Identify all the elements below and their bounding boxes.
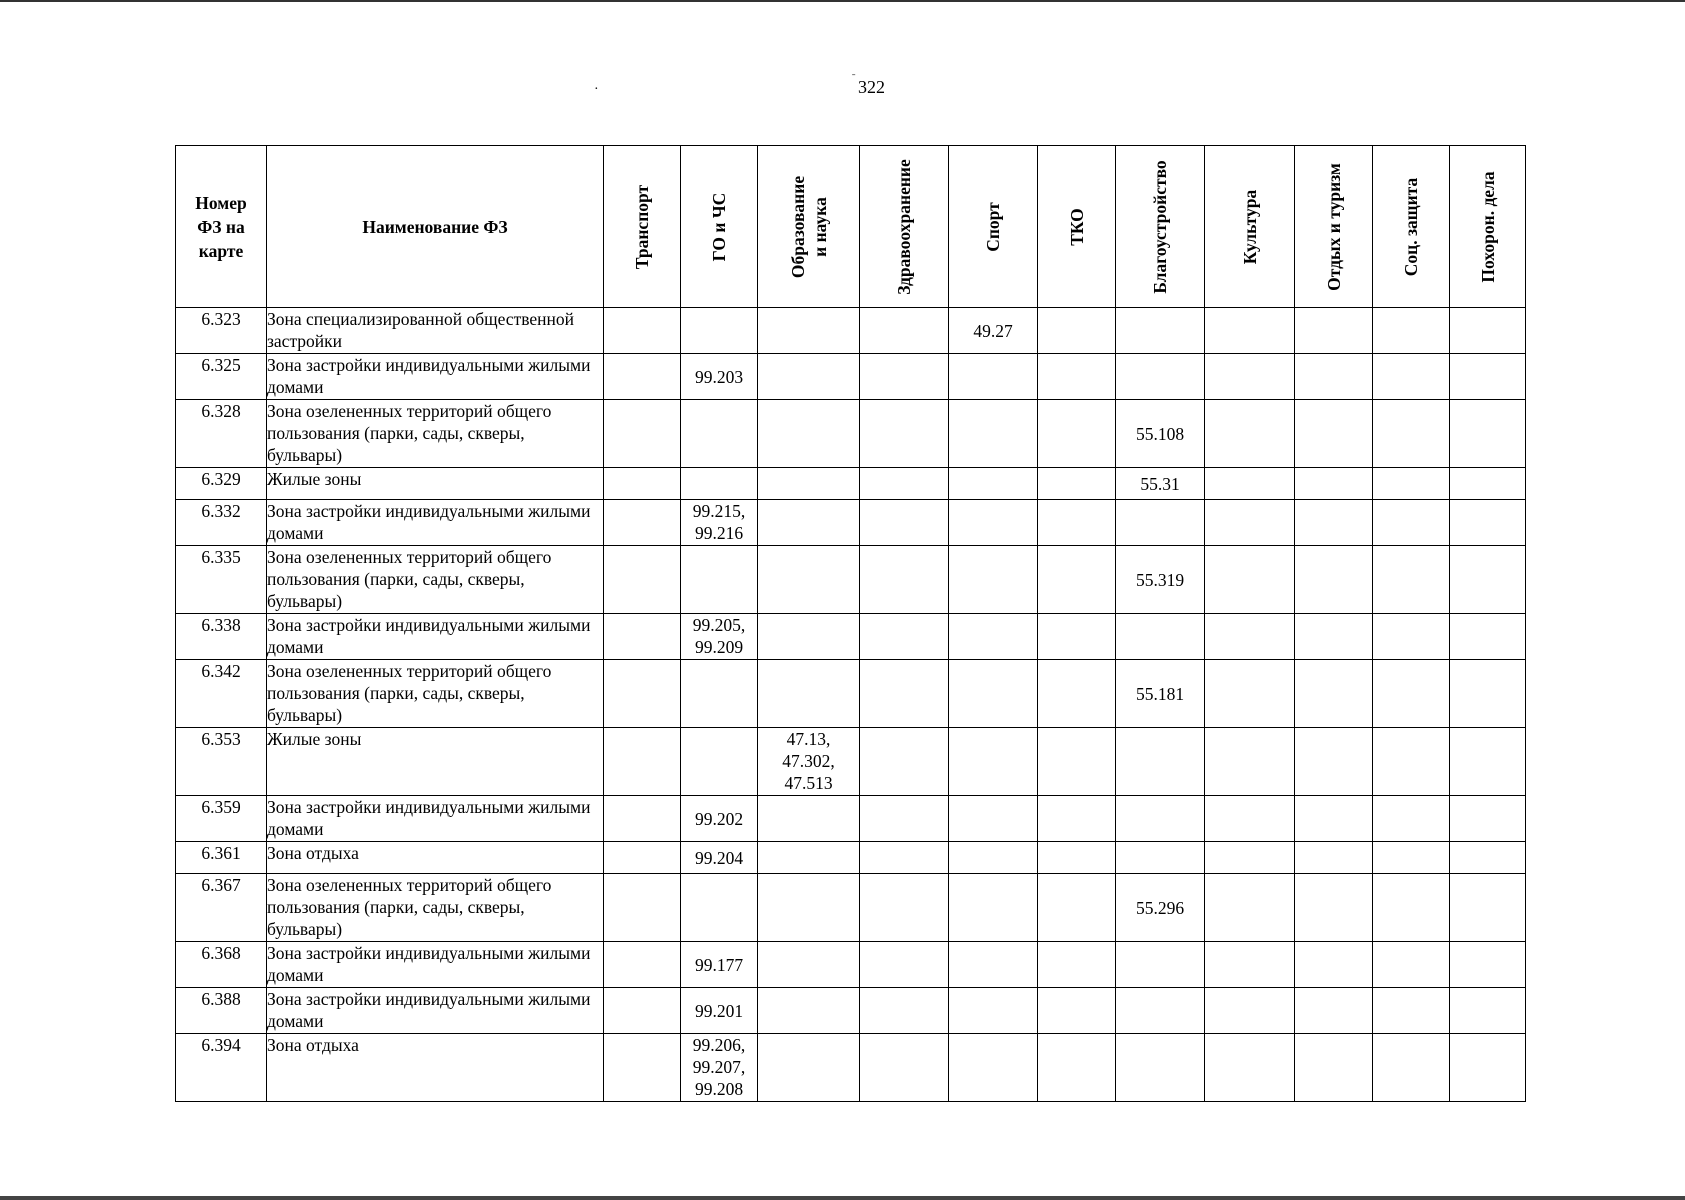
value-cell bbox=[1038, 874, 1116, 942]
value-cell bbox=[1295, 500, 1373, 546]
value-cell bbox=[604, 728, 681, 796]
table-row bbox=[176, 988, 1526, 1034]
value-cell bbox=[681, 468, 758, 500]
value-cell bbox=[860, 468, 949, 500]
value-cell bbox=[1116, 1034, 1205, 1102]
value-cell bbox=[1116, 842, 1205, 874]
value-cell: 99.205, 99.209 bbox=[681, 614, 758, 660]
value-cell bbox=[949, 546, 1038, 614]
value-cell bbox=[758, 842, 860, 874]
page-number-text: 322 bbox=[858, 77, 885, 97]
zone-name-cell: Жилые зоны bbox=[267, 728, 604, 796]
value-cell bbox=[1373, 614, 1450, 660]
value-cell bbox=[758, 354, 860, 400]
table-row bbox=[176, 660, 1526, 728]
value-cell bbox=[949, 354, 1038, 400]
value-cell bbox=[860, 874, 949, 942]
value-cell: 99.177 bbox=[681, 942, 758, 988]
zone-name-cell: Зона застройки индивидуальными жилыми домами bbox=[267, 942, 604, 988]
value-cell bbox=[681, 400, 758, 468]
value-cell: 99.215, 99.216 bbox=[681, 500, 758, 546]
value-cell bbox=[1038, 468, 1116, 500]
header-go-chs-text: ГО и ЧС bbox=[709, 192, 729, 261]
header-recreation bbox=[1295, 146, 1373, 308]
header-name bbox=[267, 146, 604, 308]
value-cell bbox=[681, 874, 758, 942]
value-cell bbox=[604, 400, 681, 468]
page-number bbox=[852, 73, 885, 98]
table-row bbox=[176, 546, 1526, 614]
value-cell bbox=[604, 942, 681, 988]
header-number bbox=[176, 146, 267, 308]
value-cell bbox=[1205, 660, 1295, 728]
header-healthcare-text: Здравоохранение bbox=[894, 158, 914, 295]
value-cell bbox=[604, 500, 681, 546]
value-cell bbox=[1295, 468, 1373, 500]
value-cell bbox=[604, 1034, 681, 1102]
value-cell bbox=[1205, 308, 1295, 354]
value-cell bbox=[1295, 988, 1373, 1034]
value-cell bbox=[758, 308, 860, 354]
zone-number-cell: 6.359 bbox=[176, 796, 267, 842]
value-cell bbox=[1038, 354, 1116, 400]
table-row bbox=[176, 842, 1526, 874]
value-cell: 49.27 bbox=[949, 308, 1038, 354]
value-cell bbox=[758, 500, 860, 546]
value-cell bbox=[758, 546, 860, 614]
zone-number-cell: 6.388 bbox=[176, 988, 267, 1034]
header-social bbox=[1373, 146, 1450, 308]
table-row bbox=[176, 728, 1526, 796]
header-funeral-text: Похорон. дела bbox=[1477, 170, 1498, 283]
zone-number-cell: 6.394 bbox=[176, 1034, 267, 1102]
value-cell bbox=[1295, 614, 1373, 660]
table-row bbox=[176, 796, 1526, 842]
value-cell: 55.108 bbox=[1116, 400, 1205, 468]
value-cell bbox=[1373, 660, 1450, 728]
header-funeral bbox=[1450, 146, 1526, 308]
value-cell bbox=[758, 468, 860, 500]
value-cell bbox=[1295, 400, 1373, 468]
value-cell bbox=[1450, 400, 1526, 468]
value-cell bbox=[1373, 874, 1450, 942]
value-cell bbox=[681, 660, 758, 728]
header-landscaping-text: Благоустройство bbox=[1150, 159, 1170, 294]
header-landscaping bbox=[1116, 146, 1205, 308]
header-recreation-text: Отдых и туризм bbox=[1323, 162, 1344, 291]
value-cell bbox=[1295, 660, 1373, 728]
table-row bbox=[176, 308, 1526, 354]
value-cell: 99.201 bbox=[681, 988, 758, 1034]
scan-edge-top bbox=[0, 0, 1685, 2]
value-cell bbox=[860, 546, 949, 614]
value-cell bbox=[860, 842, 949, 874]
value-cell: 55.296 bbox=[1116, 874, 1205, 942]
value-cell bbox=[1116, 354, 1205, 400]
value-cell bbox=[604, 988, 681, 1034]
value-cell bbox=[1450, 1034, 1526, 1102]
value-cell bbox=[949, 796, 1038, 842]
value-cell bbox=[681, 308, 758, 354]
value-cell bbox=[1038, 796, 1116, 842]
value-cell bbox=[1450, 728, 1526, 796]
zone-number-cell: 6.329 bbox=[176, 468, 267, 500]
value-cell bbox=[1295, 354, 1373, 400]
zone-name-cell: Зона специализированной общественной застройки bbox=[267, 308, 604, 354]
value-cell bbox=[860, 942, 949, 988]
value-cell bbox=[758, 796, 860, 842]
scan-dot: · bbox=[594, 82, 599, 97]
value-cell bbox=[604, 468, 681, 500]
value-cell bbox=[1450, 942, 1526, 988]
value-cell bbox=[758, 874, 860, 942]
value-cell bbox=[758, 614, 860, 660]
value-cell bbox=[1450, 614, 1526, 660]
value-cell bbox=[1373, 842, 1450, 874]
header-sport-text: Спорт bbox=[983, 201, 1003, 252]
value-cell bbox=[1450, 874, 1526, 942]
value-cell bbox=[1205, 988, 1295, 1034]
value-cell bbox=[1116, 614, 1205, 660]
value-cell bbox=[949, 500, 1038, 546]
value-cell bbox=[604, 660, 681, 728]
zone-number-cell: 6.325 bbox=[176, 354, 267, 400]
value-cell bbox=[1373, 1034, 1450, 1102]
zone-name-cell: Зона отдыха bbox=[267, 1034, 604, 1102]
value-cell bbox=[1205, 874, 1295, 942]
value-cell bbox=[1373, 308, 1450, 354]
value-cell bbox=[1205, 1034, 1295, 1102]
zone-number-cell: 6.361 bbox=[176, 842, 267, 874]
zone-number-cell: 6.335 bbox=[176, 546, 267, 614]
header-education-text: Образование и наука bbox=[787, 175, 830, 278]
value-cell bbox=[758, 1034, 860, 1102]
header-transport bbox=[604, 146, 681, 308]
value-cell bbox=[1038, 660, 1116, 728]
value-cell bbox=[604, 308, 681, 354]
header-number-text: Номер ФЗ на карте bbox=[195, 192, 247, 261]
zone-number-cell: 6.338 bbox=[176, 614, 267, 660]
zone-name-cell: Зона озелененных территорий общего пользования (парки, сады, скверы, бульвары) bbox=[267, 660, 604, 728]
zone-number-cell: 6.342 bbox=[176, 660, 267, 728]
value-cell bbox=[1116, 988, 1205, 1034]
value-cell bbox=[949, 874, 1038, 942]
zone-name-cell: Зона отдыха bbox=[267, 842, 604, 874]
header-social-text: Соц. защита bbox=[1401, 177, 1421, 276]
value-cell bbox=[758, 400, 860, 468]
header-education bbox=[758, 146, 860, 308]
value-cell bbox=[758, 942, 860, 988]
value-cell bbox=[1205, 796, 1295, 842]
value-cell bbox=[1450, 546, 1526, 614]
value-cell bbox=[1295, 1034, 1373, 1102]
value-cell bbox=[1205, 842, 1295, 874]
value-cell bbox=[1373, 942, 1450, 988]
zone-number-cell: 6.353 bbox=[176, 728, 267, 796]
value-cell: 99.204 bbox=[681, 842, 758, 874]
value-cell bbox=[1038, 400, 1116, 468]
table-row bbox=[176, 1034, 1526, 1102]
header-culture bbox=[1205, 146, 1295, 308]
zone-name-cell: Зона застройки индивидуальными жилыми домами bbox=[267, 796, 604, 842]
value-cell bbox=[1116, 500, 1205, 546]
zone-name-cell: Зона застройки индивидуальными жилыми домами bbox=[267, 354, 604, 400]
value-cell bbox=[1373, 500, 1450, 546]
zone-number-cell: 6.323 bbox=[176, 308, 267, 354]
value-cell bbox=[1205, 728, 1295, 796]
header-tko-text: ТКО bbox=[1066, 207, 1087, 246]
table-row bbox=[176, 468, 1526, 500]
value-cell bbox=[1450, 500, 1526, 546]
value-cell bbox=[1373, 728, 1450, 796]
value-cell bbox=[1116, 728, 1205, 796]
value-cell bbox=[949, 400, 1038, 468]
value-cell bbox=[860, 796, 949, 842]
value-cell bbox=[681, 546, 758, 614]
header-tko bbox=[1038, 146, 1116, 308]
table-row bbox=[176, 500, 1526, 546]
value-cell bbox=[1038, 842, 1116, 874]
table-header-row bbox=[176, 146, 1526, 308]
value-cell bbox=[1205, 942, 1295, 988]
value-cell bbox=[1038, 308, 1116, 354]
zone-name-cell: Зона застройки индивидуальными жилыми домами bbox=[267, 500, 604, 546]
value-cell bbox=[1038, 942, 1116, 988]
value-cell bbox=[1116, 796, 1205, 842]
value-cell: 55.31 bbox=[1116, 468, 1205, 500]
zone-name-cell: Зона озелененных территорий общего пользования (парки, сады, скверы, бульвары) bbox=[267, 546, 604, 614]
header-culture-text: Культура bbox=[1239, 189, 1260, 264]
value-cell: 55.181 bbox=[1116, 660, 1205, 728]
value-cell bbox=[1038, 546, 1116, 614]
value-cell bbox=[949, 1034, 1038, 1102]
value-cell bbox=[1295, 308, 1373, 354]
value-cell: 99.202 bbox=[681, 796, 758, 842]
value-cell: 55.319 bbox=[1116, 546, 1205, 614]
value-cell bbox=[1295, 942, 1373, 988]
zone-name-cell: Жилые зоны bbox=[267, 468, 604, 500]
value-cell bbox=[1450, 988, 1526, 1034]
header-sport bbox=[949, 146, 1038, 308]
value-cell bbox=[1450, 842, 1526, 874]
value-cell bbox=[1205, 546, 1295, 614]
value-cell bbox=[860, 660, 949, 728]
value-cell bbox=[949, 660, 1038, 728]
value-cell bbox=[1116, 308, 1205, 354]
zone-number-cell: 6.367 bbox=[176, 874, 267, 942]
zone-name-cell: Зона застройки индивидуальными жилыми домами bbox=[267, 988, 604, 1034]
value-cell bbox=[1205, 614, 1295, 660]
value-cell bbox=[860, 308, 949, 354]
value-cell bbox=[758, 988, 860, 1034]
zones-table bbox=[175, 145, 1526, 1102]
header-healthcare bbox=[860, 146, 949, 308]
value-cell: 99.206, 99.207, 99.208 bbox=[681, 1034, 758, 1102]
value-cell bbox=[860, 1034, 949, 1102]
table-row bbox=[176, 614, 1526, 660]
value-cell bbox=[949, 614, 1038, 660]
zone-number-cell: 6.332 bbox=[176, 500, 267, 546]
value-cell bbox=[1450, 796, 1526, 842]
scan-edge-bottom bbox=[0, 1196, 1685, 1200]
table-body bbox=[176, 308, 1526, 1102]
value-cell bbox=[1373, 796, 1450, 842]
value-cell bbox=[1373, 988, 1450, 1034]
value-cell bbox=[681, 728, 758, 796]
value-cell bbox=[1038, 614, 1116, 660]
value-cell bbox=[1450, 354, 1526, 400]
value-cell bbox=[604, 546, 681, 614]
value-cell bbox=[949, 728, 1038, 796]
header-transport-text: Транспорт bbox=[632, 184, 652, 269]
value-cell bbox=[1038, 728, 1116, 796]
value-cell bbox=[604, 796, 681, 842]
value-cell bbox=[1373, 354, 1450, 400]
value-cell: 47.13, 47.302, 47.513 bbox=[758, 728, 860, 796]
scan-tick-mark: ˉ bbox=[852, 73, 856, 84]
table-row bbox=[176, 354, 1526, 400]
zone-name-cell: Зона озелененных территорий общего пользования (парки, сады, скверы, бульвары) bbox=[267, 874, 604, 942]
value-cell bbox=[1205, 354, 1295, 400]
value-cell bbox=[1295, 796, 1373, 842]
table-row bbox=[176, 400, 1526, 468]
value-cell bbox=[1295, 546, 1373, 614]
value-cell bbox=[860, 500, 949, 546]
value-cell bbox=[1450, 468, 1526, 500]
value-cell bbox=[860, 988, 949, 1034]
header-name-text: Наименование ФЗ bbox=[362, 216, 508, 237]
header-go-chs bbox=[681, 146, 758, 308]
value-cell bbox=[1373, 468, 1450, 500]
value-cell bbox=[860, 354, 949, 400]
value-cell bbox=[1450, 660, 1526, 728]
value-cell bbox=[1295, 842, 1373, 874]
value-cell bbox=[1038, 1034, 1116, 1102]
value-cell bbox=[1205, 400, 1295, 468]
value-cell bbox=[604, 874, 681, 942]
value-cell bbox=[949, 942, 1038, 988]
table-row bbox=[176, 874, 1526, 942]
table-row bbox=[176, 942, 1526, 988]
zone-name-cell: Зона застройки индивидуальными жилыми домами bbox=[267, 614, 604, 660]
value-cell bbox=[860, 728, 949, 796]
value-cell: 99.203 bbox=[681, 354, 758, 400]
zone-number-cell: 6.328 bbox=[176, 400, 267, 468]
value-cell bbox=[1295, 874, 1373, 942]
value-cell bbox=[1450, 308, 1526, 354]
value-cell bbox=[604, 614, 681, 660]
value-cell bbox=[1205, 500, 1295, 546]
value-cell bbox=[949, 468, 1038, 500]
value-cell bbox=[758, 660, 860, 728]
value-cell bbox=[1038, 988, 1116, 1034]
value-cell bbox=[1373, 546, 1450, 614]
value-cell bbox=[949, 988, 1038, 1034]
value-cell bbox=[1038, 500, 1116, 546]
value-cell bbox=[1373, 400, 1450, 468]
value-cell bbox=[1116, 942, 1205, 988]
zone-number-cell: 6.368 bbox=[176, 942, 267, 988]
value-cell bbox=[604, 354, 681, 400]
value-cell bbox=[604, 842, 681, 874]
value-cell bbox=[1295, 728, 1373, 796]
zone-name-cell: Зона озелененных территорий общего пользования (парки, сады, скверы, бульвары) bbox=[267, 400, 604, 468]
value-cell bbox=[1205, 468, 1295, 500]
value-cell bbox=[949, 842, 1038, 874]
value-cell bbox=[860, 614, 949, 660]
value-cell bbox=[860, 400, 949, 468]
